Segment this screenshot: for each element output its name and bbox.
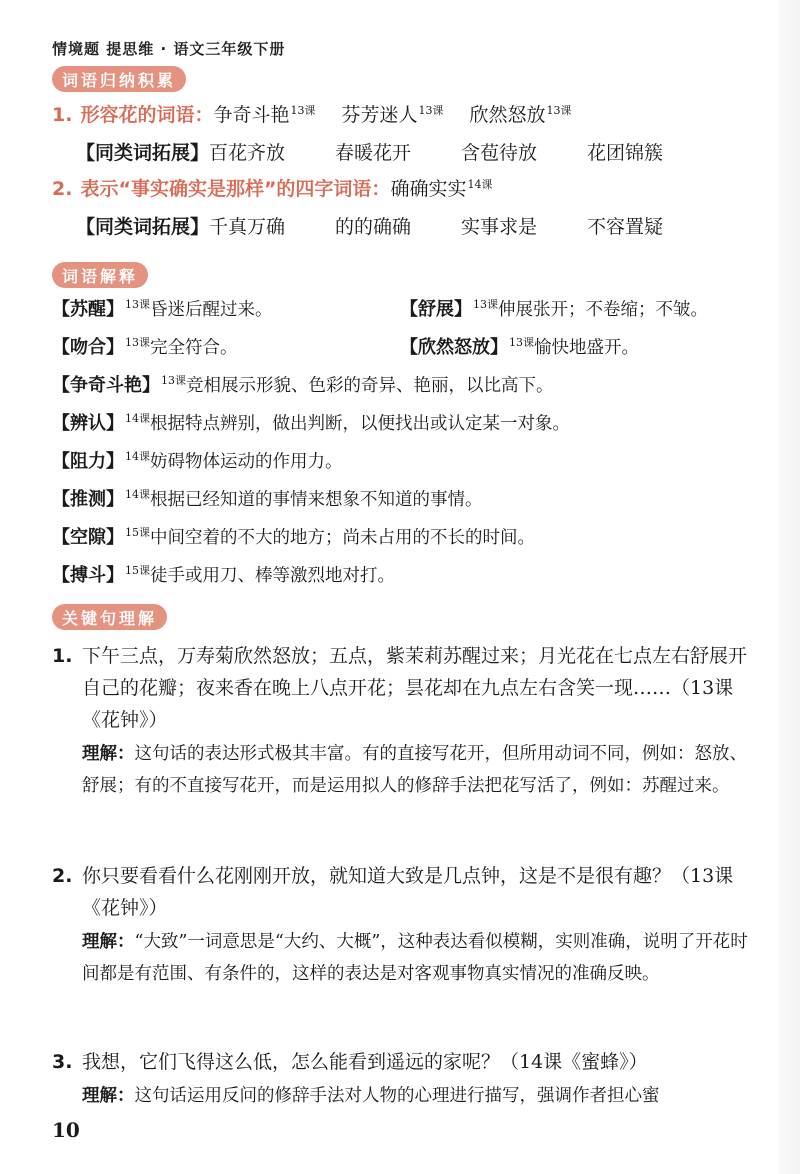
key-sentence-3: 我想，它们飞得这么低，怎么能看到遥远的家呢？（14课《蜜蜂》） bbox=[82, 1051, 648, 1073]
analysis-text: 这句话的表达形式极其丰富。有的直接写花开，但所用动词不同，例如：怒放、舒展；有的不直接写花开，而是运用拟人的修辞手法把花写活了，例如：苏醒过来。 bbox=[82, 744, 747, 796]
definition-item: 【吻合】$^{13课}$完全符合。 bbox=[52, 336, 238, 358]
ext-word: 的的确确 bbox=[335, 216, 412, 238]
extension-row-1 bbox=[76, 140, 663, 166]
definition-item: 【争奇斗艳】$^{13课}$竞相展示形貌、色彩的奇异、艳丽，以比高下。 bbox=[52, 374, 554, 396]
lesson-mark: 13课 bbox=[290, 103, 316, 117]
analysis-text: “大致”一词意思是“大约、大概”，这种表达看似模糊，实则准确，说明了开花时间都是有范围、有条件的，这样的表达是对客观事物真实情况的准确反映。 bbox=[82, 932, 748, 984]
definition-item: 【搏斗】$^{15课}$徒手或用刀、棒等激烈地对打。 bbox=[52, 564, 395, 586]
extension-label: 【同类词拓展】 bbox=[76, 216, 210, 238]
definition-item: 【欣然怒放】$^{13课}$愉快地盛开。 bbox=[400, 336, 639, 358]
analysis-3 bbox=[82, 1080, 762, 1112]
extension-row-2 bbox=[76, 214, 663, 240]
section-tag-word-accumulation: 词语归纳积累 bbox=[52, 66, 186, 92]
lesson-mark: 14课 bbox=[467, 177, 493, 191]
question-number: 2. bbox=[52, 865, 73, 887]
analysis-label: 理解： bbox=[82, 744, 135, 764]
question-number: 3. bbox=[52, 1051, 73, 1073]
item-number: 1. bbox=[52, 104, 73, 126]
key-sentence-2: 你只要看看什么花刚刚开放，就知道大致是几点钟，这是不是很有趣？（13课《花钟》） bbox=[82, 865, 734, 919]
word: 欣然怒放 bbox=[469, 104, 546, 126]
ext-word: 千真万确 bbox=[209, 216, 286, 238]
question-number: 1. bbox=[52, 645, 73, 667]
ext-word: 实事求是 bbox=[461, 216, 538, 238]
analysis-label: 理解： bbox=[82, 1086, 135, 1106]
item-lead: 表示“事实确实是那样”的四字词语： bbox=[80, 178, 391, 200]
ext-word: 花团锦簇 bbox=[587, 142, 664, 164]
extension-label: 【同类词拓展】 bbox=[76, 142, 210, 164]
analysis-label: 理解： bbox=[82, 932, 135, 952]
ext-word: 不容置疑 bbox=[587, 216, 664, 238]
definition-item: 【阻力】$^{14课}$妨碍物体运动的作用力。 bbox=[52, 450, 343, 472]
accum-item-1 bbox=[52, 102, 572, 128]
word: 争奇斗艳 bbox=[213, 104, 290, 126]
lesson-mark: 13课 bbox=[418, 103, 444, 117]
ext-word: 含苞待放 bbox=[461, 142, 538, 164]
analysis-text: 这句话运用反问的修辞手法对人物的心理进行描写，强调作者担心蜜 bbox=[134, 1086, 660, 1106]
ext-word: 春暖花开 bbox=[335, 142, 412, 164]
accum-item-2 bbox=[52, 176, 492, 202]
ext-word: 百花齐放 bbox=[209, 142, 286, 164]
key-sentence-1: 下午三点，万寿菊欣然怒放；五点，紫茉莉苏醒过来；月光花在七点左右舒展开自己的花瓣；夜来香在晚上八点开花；昙花却在九点左右含笑一现……（13课《花钟》） bbox=[82, 645, 748, 731]
word: 确确实实 bbox=[390, 178, 467, 200]
page-edge bbox=[778, 0, 800, 1174]
analysis-1 bbox=[82, 738, 762, 802]
page-number: 10 bbox=[52, 1118, 80, 1142]
lesson-mark: 13课 bbox=[546, 103, 572, 117]
definition-item: 【辨认】$^{14课}$根据特点辨别，做出判断，以便找出或认定某一对象。 bbox=[52, 412, 570, 434]
definition-item: 【空隙】$^{15课}$中间空着的不大的地方；尚未占用的不长的时间。 bbox=[52, 526, 535, 548]
definition-item: 【苏醒】$^{13课}$昏迷后醒过来。 bbox=[52, 298, 273, 320]
analysis-2 bbox=[82, 926, 762, 990]
word: 芬芳迷人 bbox=[341, 104, 418, 126]
section-tag-word-explanation: 词语解释 bbox=[52, 262, 148, 288]
running-header: 情境题 提思维 · 语文三年级下册 bbox=[52, 40, 286, 58]
item-lead: 形容花的词语： bbox=[80, 104, 214, 126]
section-tag-key-sentences: 关键句理解 bbox=[52, 604, 167, 630]
item-number: 2. bbox=[52, 178, 73, 200]
definition-item: 【舒展】$^{13课}$伸展张开；不卷缩；不皱。 bbox=[400, 298, 708, 320]
definition-item: 【推测】$^{14课}$根据已经知道的事情来想象不知道的事情。 bbox=[52, 488, 483, 510]
